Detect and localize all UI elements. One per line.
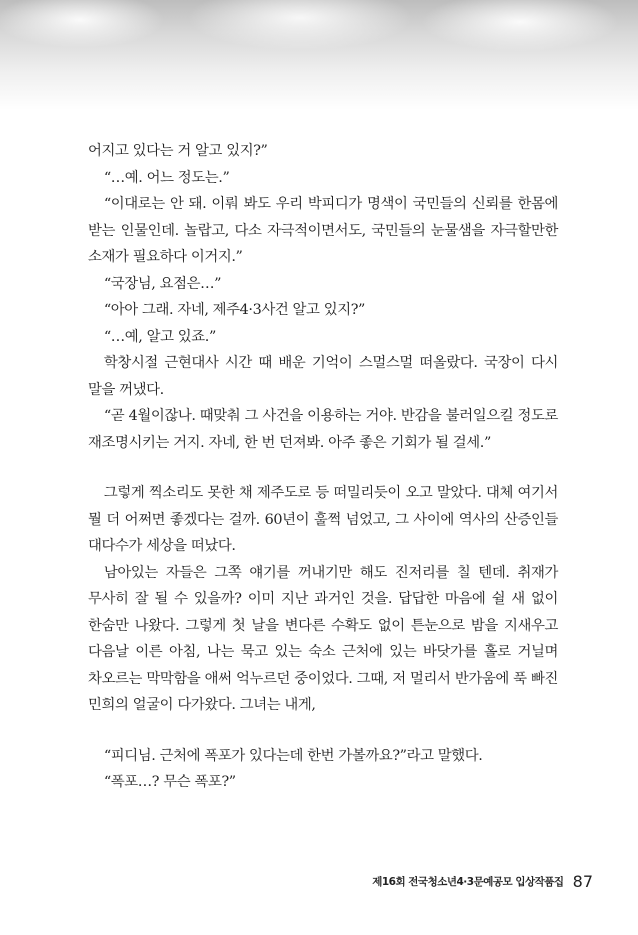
paragraph: 어지고 있다는 거 알고 있지?”	[88, 143, 268, 159]
story-text	[88, 138, 558, 796]
paragraph: 남아있는 자들은 그쪽 얘기를 꺼내기만 해도 진저리를 칠 텐데. 취재가 무사히 잘 될 수 있을까? 이미 지난 과거인 것을. 답답한 마음에 쉴 새 없이 한숨만 나왔다. 그렇게 첫 날을 변다른 수확도 없이 튼눈으로 밤을 지새우고 다음날 이른 아침, 나는 묵고 있는 숙소 근처에 있는 바닷가를 홀로 거닐며 차오르는 막막함을 애써 억누르던 중이었다. 그때, 저 멀리서 반가움에 푹 빠진 민희의 얼굴이 다가왔다. 그녀는 내게,	[88, 564, 558, 713]
paragraph: “…예, 알고 있죠.”	[103, 328, 216, 345]
paragraph: “이대로는 안 돼. 이뤄 봐도 우리 박피디가 명색이 국민들의 신뢰를 한몸에 받는 인물인데. 놀랍고, 다소 자극적이면서도, 국민들의 눈물샘을 자극할만한 소재가 필요하다 이거지.”	[88, 196, 558, 265]
book-title: 제16회 전국청소년4·3문예공모 입상작품집	[372, 876, 564, 888]
section-gap	[88, 456, 558, 480]
page-number: 87	[572, 872, 593, 891]
cloud-header-band	[0, 0, 638, 110]
paragraph: 그렇게 찍소리도 못한 채 제주도로 등 떠밀리듯이 오고 말았다. 대체 여기서 뭘 더 어쩌면 좋겠다는 걸까. 60년이 훌쩍 넘었고, 그 사이에 역사의 산증인들 대다수가 세상을 떠났다.	[88, 485, 558, 554]
page-footer	[372, 871, 593, 891]
paragraph: “국장님, 요점은…”	[103, 275, 222, 292]
paragraph: “아아 그래. 자네, 제주4·3사건 알고 있지?”	[103, 302, 365, 318]
paragraph: “폭포…? 무슨 폭포?”	[103, 774, 236, 790]
paragraph: 학창시절 근현대사 시간 때 배운 기억이 스멀스멀 떠올랐다. 국장이 다시 말을 꺼냈다.	[88, 355, 558, 398]
paragraph: “…예. 어느 정도는.”	[103, 169, 230, 186]
paragraph: “피디님. 근처에 폭포가 있다는데 한번 가볼까요?”라고 말했다.	[103, 747, 483, 764]
section-gap	[88, 719, 558, 743]
paragraph: “곧 4월이잖나. 때맞춰 그 사건을 이용하는 거야. 반감을 불러일으킬 정도로 재조명시키는 거지. 자네, 한 번 던져봐. 아주 좋은 기회가 될 걸세.”	[88, 408, 558, 451]
